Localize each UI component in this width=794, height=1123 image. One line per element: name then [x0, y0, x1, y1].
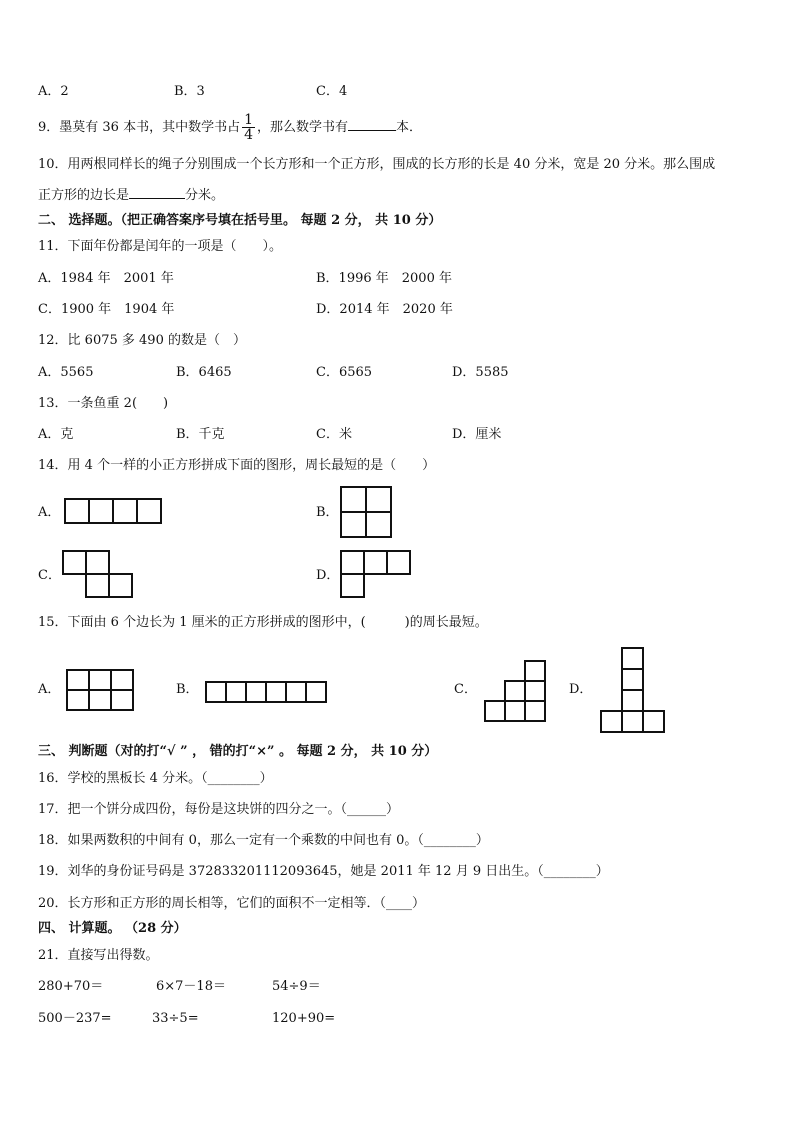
- answer-blank[interactable]: [129, 186, 185, 199]
- q14-figure-d: [340, 550, 414, 598]
- q13-option-c: C．米: [316, 427, 352, 442]
- q13-option-d: D．厘米: [452, 427, 502, 442]
- q15-figure-a: [66, 669, 134, 711]
- question-13-stem: 13．一条鱼重 2( ): [38, 396, 169, 411]
- q14-option-d-label: D．: [316, 568, 340, 583]
- q12-option-c: C．6565: [316, 365, 373, 380]
- q10-text-a: 正方形的边长是: [38, 188, 130, 203]
- q14-option-b-label: B．: [316, 505, 339, 520]
- q11-option-a: A．1984 年 2001 年: [38, 271, 174, 286]
- q15-figure-b: [205, 681, 329, 703]
- q9-text-post: ，那么数学书有: [257, 120, 349, 135]
- q8-option-c: C．4: [316, 84, 348, 99]
- section-4-heading: 四、 计算题。 （28 分）: [38, 921, 187, 936]
- section-3-heading: 三、 判断题（对的打“√ ” ， 错的打“×” 。 每题 2 分， 共 10 分）: [38, 744, 438, 759]
- question-16: 16．学校的黑板长 4 分米。（________）: [38, 771, 273, 786]
- question-19: 19．刘华的身份证号码是 372833201112093645，她是 2011 年 12 月 9 日出生。（________）: [38, 864, 609, 879]
- q11-option-c: C．1900 年 1904 年: [38, 302, 175, 317]
- question-10-line-1: 10．用两根同样长的绳子分别围成一个长方形和一个正方形，围成的长方形的长是 40 分米，宽是 20 分米。那么围成: [38, 157, 716, 172]
- q14-option-a-label: A．: [38, 505, 61, 520]
- question-21-stem: 21．直接写出得数。: [38, 948, 159, 963]
- question-20: 20．长方形和正方形的周长相等，它们的面积不一定相等．（____）: [38, 896, 426, 911]
- question-18: 18．如果两数积的中间有 0，那么一定有一个乘数的中间也有 0。（________）: [38, 833, 489, 848]
- q14-figure-b: [340, 486, 392, 538]
- calc-item: 120+90=: [272, 1011, 336, 1026]
- question-9: [38, 110, 422, 146]
- question-11-stem: 11．下面年份都是闰年的一项是（ ）。: [38, 239, 283, 254]
- q9-text-end: 本．: [396, 120, 423, 135]
- question-12-stem: 12．比 6075 多 490 的数是（ ）: [38, 333, 246, 348]
- q9-text-pre: 9．墨莫有 36 本书，其中数学书占: [38, 120, 241, 135]
- q11-option-b: B．1996 年 2000 年: [316, 271, 452, 286]
- q11-option-d: D．2014 年 2020 年: [316, 302, 453, 317]
- q8-option-b: B．3: [174, 84, 205, 99]
- q15-option-b-label: B．: [176, 682, 199, 697]
- q15-figure-c: [484, 660, 548, 722]
- q15-option-a-label: A．: [38, 682, 61, 697]
- question-15-stem: 15．下面由 6 个边长为 1 厘米的正方形拼成的图形中，( )的周长最短。: [38, 615, 488, 630]
- calc-item: 54÷9＝: [272, 979, 321, 994]
- question-10-line-2: [38, 186, 224, 205]
- q13-option-b: B．千克: [176, 427, 225, 442]
- calc-item: 500－237=: [38, 1011, 112, 1026]
- calc-item: 33÷5=: [152, 1011, 199, 1026]
- q15-option-c-label: C．: [454, 682, 477, 697]
- question-14-stem: 14．用 4 个一样的小正方形拼成下面的图形，周长最短的是（ ）: [38, 458, 436, 473]
- q8-option-a: A．2: [38, 84, 69, 99]
- section-2-heading: 二、 选择题。（把正确答案序号填在括号里。 每题 2 分， 共 10 分）: [38, 213, 442, 228]
- q10-text-b: 分米。: [185, 188, 225, 203]
- q15-figure-d: [600, 647, 666, 733]
- calc-item: 280+70＝: [38, 979, 104, 994]
- fraction-denominator: 4: [244, 127, 253, 143]
- fraction-numerator: 1: [244, 112, 253, 128]
- q13-option-a: A．克: [38, 427, 74, 442]
- q12-option-b: B．6465: [176, 365, 232, 380]
- answer-blank[interactable]: [348, 118, 396, 131]
- calc-item: 6×7－18＝: [156, 979, 226, 994]
- question-17: 17．把一个饼分成四份，每份是这块饼的四分之一。（______）: [38, 802, 400, 817]
- q15-option-d-label: D．: [569, 682, 593, 697]
- q14-figure-a: [64, 498, 164, 524]
- q12-option-d: D．5585: [452, 365, 509, 380]
- q12-option-a: A．5565: [38, 365, 94, 380]
- q14-figure-c: [62, 550, 136, 598]
- fraction: [242, 113, 255, 142]
- q14-option-c-label: C．: [38, 568, 61, 583]
